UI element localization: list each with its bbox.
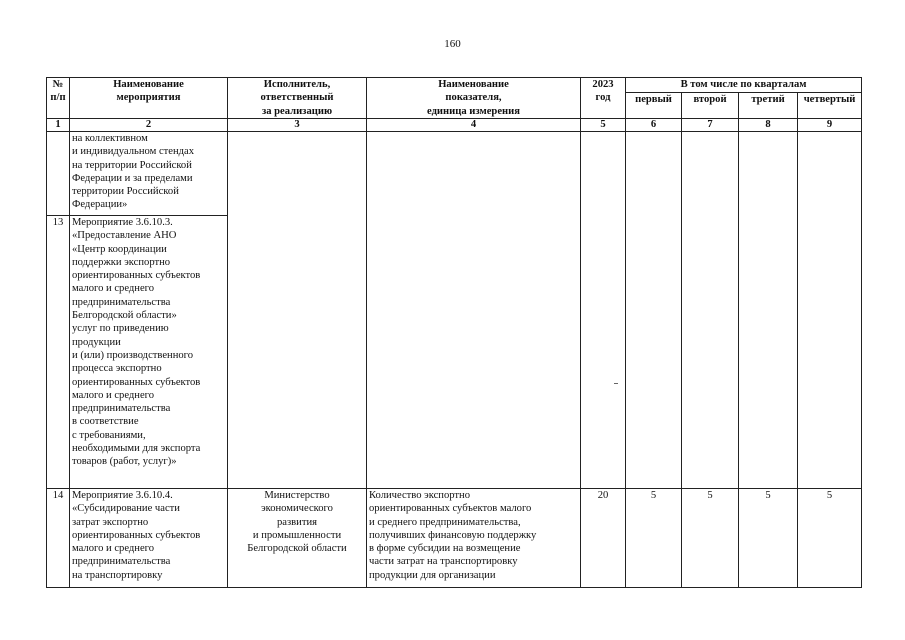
column-number: 4 — [367, 119, 581, 132]
row-executor: Министерство экономического развития и промышленности Белгородской области — [228, 489, 367, 588]
row-q2: 5 — [682, 489, 739, 588]
header-executor: Исполнитель, ответственный за реализацию — [228, 78, 367, 119]
column-number: 3 — [228, 119, 367, 132]
row-indicator: Количество экспортно ориентированных субъектов малого и среднего предпринимательства, получивших финансовую поддержку в форме субсидии на возмещение части затрат на транспортировку продукции для организации — [367, 489, 581, 588]
events-table — [46, 77, 862, 588]
row-q4 — [798, 132, 862, 489]
row-q3: 5 — [739, 489, 798, 588]
row-executor — [228, 132, 367, 489]
row-indicator — [367, 132, 581, 489]
column-number: 7 — [682, 119, 739, 132]
header-q2: второй — [682, 93, 739, 119]
table-row — [47, 132, 862, 216]
column-number: 6 — [626, 119, 682, 132]
row-event: Мероприятие 3.6.10.3. «Предоставление АНО «Центр координации поддержки экспортно ориентированных субъектов малого и среднего предпринимательства Белгородской области» услуг по приведению продукции и (или) производственного процесса экспортно ориентированных субъектов малого и среднего предпринимательства в соответствие с требованиями, необходимыми для экспорта товаров (работ, услуг)» — [70, 216, 228, 489]
column-number: 1 — [47, 119, 70, 132]
row-event: на коллективном и индивидуальном стендах на территории Российской Федерации и за пределами территории Российской Федерации» — [70, 132, 228, 216]
column-number: 9 — [798, 119, 862, 132]
row-q4: 5 — [798, 489, 862, 588]
row-num: 14 — [47, 489, 70, 588]
header-quarters-group: В том числе по кварталам — [626, 78, 862, 93]
row-q3 — [739, 132, 798, 489]
row-num — [47, 132, 70, 216]
page-number: 160 — [444, 38, 461, 50]
header-q1: первый — [626, 93, 682, 119]
header-indicator: Наименование показателя, единица измерения — [367, 78, 581, 119]
scan-mark — [614, 383, 618, 384]
table-row — [47, 489, 862, 588]
column-number: 2 — [70, 119, 228, 132]
header-q3: третий — [739, 93, 798, 119]
column-number: 8 — [739, 119, 798, 132]
header-num: № п/п — [47, 78, 70, 119]
row-event: Мероприятие 3.6.10.4. «Субсидирование части затрат экспортно ориентированных субъектов малого и среднего предпринимательства на транспортировку — [70, 489, 228, 588]
row-year: 20 — [581, 489, 626, 588]
row-q1: 5 — [626, 489, 682, 588]
row-q2 — [682, 132, 739, 489]
header-year: 2023 год — [581, 78, 626, 119]
header-q4: четвертый — [798, 93, 862, 119]
column-number: 5 — [581, 119, 626, 132]
header-event-name: Наименование мероприятия — [70, 78, 228, 119]
row-num: 13 — [47, 216, 70, 489]
row-year — [581, 132, 626, 489]
row-q1 — [626, 132, 682, 489]
